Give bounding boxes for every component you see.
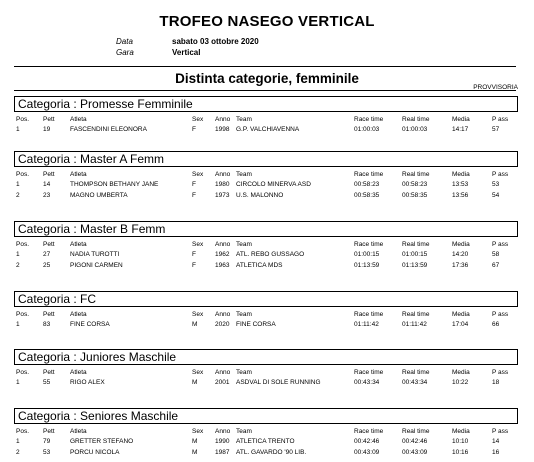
cell-sex: F (192, 126, 196, 133)
column-header-row (14, 169, 518, 180)
column-header-media: Media (452, 428, 470, 435)
cell-team: FINE CORSA (236, 321, 276, 328)
meta-label: Data (116, 37, 133, 46)
column-header-atleta: Atleta (70, 428, 87, 435)
cell-team: G.P. VALCHIAVENNA (236, 126, 300, 133)
cell-real: 00:42:46 (402, 438, 428, 445)
cell-race: 00:58:35 (354, 192, 380, 199)
table-row (14, 437, 518, 448)
cell-anno: 1973 (215, 192, 230, 199)
column-header-atleta: Atleta (70, 369, 87, 376)
cell-p: 18 (492, 379, 500, 386)
cell-pos: 1 (16, 251, 20, 258)
category-section (14, 349, 518, 389)
column-header-media: Media (452, 311, 470, 318)
cell-pett: 83 (43, 321, 51, 328)
table-row (14, 378, 518, 389)
meta-race-row (116, 47, 259, 58)
cell-pos: 2 (16, 449, 20, 456)
column-header-race: Race time (354, 241, 384, 248)
column-header-pos: Pos. (16, 428, 30, 435)
column-header-p: P ass (492, 428, 509, 435)
cell-team: U.S. MALONNO (236, 192, 284, 199)
column-header-team: Team (236, 311, 252, 318)
cell-race: 01:11:42 (354, 321, 379, 328)
cell-media: 17:36 (452, 262, 469, 269)
cell-atleta: RIGO ALEX (70, 379, 105, 386)
category-section (14, 96, 518, 136)
cell-race: 01:00:03 (354, 126, 380, 133)
cell-anno: 1998 (215, 126, 230, 133)
cell-atleta: FASCENDINI ELEONORA (70, 126, 147, 133)
table-row (14, 320, 518, 331)
cell-p: 53 (492, 181, 500, 188)
category-title: Categoria : FC (14, 291, 518, 307)
column-header-pett: Pett (43, 116, 55, 123)
cell-media: 13:53 (452, 181, 469, 188)
column-header-row (14, 114, 518, 125)
cell-pos: 2 (16, 262, 20, 269)
column-header-row (14, 309, 518, 320)
cell-anno: 2020 (215, 321, 230, 328)
cell-sex: F (192, 181, 196, 188)
cell-team: ASDVAL DI SOLE RUNNING (236, 379, 321, 386)
cell-anno: 1962 (215, 251, 230, 258)
divider-subtitle (14, 90, 516, 91)
category-title: Categoria : Promesse Femminile (14, 96, 518, 112)
column-header-team: Team (236, 241, 252, 248)
meta-date-row (116, 36, 259, 47)
cell-anno: 2001 (215, 379, 230, 386)
table-row (14, 250, 518, 261)
column-header-anno: Anno (215, 241, 231, 248)
cell-race: 01:00:15 (354, 251, 380, 258)
table-row (14, 261, 518, 272)
cell-p: 66 (492, 321, 500, 328)
column-header-row (14, 367, 518, 378)
cell-anno: 1980 (215, 181, 230, 188)
column-header-pos: Pos. (16, 369, 30, 376)
column-header-p: P ass (492, 171, 509, 178)
column-header-pos: Pos. (16, 171, 30, 178)
cell-atleta: PORCU NICOLA (70, 449, 120, 456)
cell-sex: M (192, 321, 198, 328)
table-row (14, 191, 518, 202)
category-title: Categoria : Seniores Maschile (14, 408, 518, 424)
meta-value: Vertical (172, 48, 201, 57)
column-header-pett: Pett (43, 311, 55, 318)
column-header-team: Team (236, 171, 252, 178)
column-header-p: P ass (492, 311, 509, 318)
cell-atleta: THOMPSON BETHANY JANE (70, 181, 159, 188)
table-row (14, 448, 518, 459)
cell-pos: 1 (16, 379, 20, 386)
cell-sex: F (192, 192, 196, 199)
cell-pett: 55 (43, 379, 51, 386)
category-title: Categoria : Juniores Maschile (14, 349, 518, 365)
column-header-p: P ass (492, 369, 509, 376)
cell-p: 67 (492, 262, 500, 269)
cell-atleta: PIGONI CARMEN (70, 262, 123, 269)
status-label: PROVVISORIA (473, 84, 518, 91)
cell-race: 01:13:59 (354, 262, 380, 269)
category-title: Categoria : Master A Femm (14, 151, 518, 167)
cell-atleta: MAGNO UMBERTA (70, 192, 128, 199)
cell-p: 57 (492, 126, 500, 133)
column-header-media: Media (452, 171, 470, 178)
cell-team: ATL. REBO GUSSAGO (236, 251, 305, 258)
cell-race: 00:58:23 (354, 181, 380, 188)
column-header-sex: Sex (192, 116, 204, 123)
column-header-row (14, 426, 518, 437)
column-header-anno: Anno (215, 428, 231, 435)
column-header-race: Race time (354, 171, 384, 178)
meta-value: sabato 03 ottobre 2020 (172, 37, 259, 46)
column-header-pett: Pett (43, 369, 55, 376)
column-header-team: Team (236, 116, 252, 123)
divider-top (14, 66, 516, 67)
cell-race: 00:43:34 (354, 379, 380, 386)
cell-media: 10:16 (452, 449, 469, 456)
column-header-row (14, 239, 518, 250)
column-header-sex: Sex (192, 311, 204, 318)
cell-anno: 1963 (215, 262, 230, 269)
table-row (14, 180, 518, 191)
column-header-pett: Pett (43, 428, 55, 435)
cell-media: 10:10 (452, 438, 469, 445)
cell-anno: 1990 (215, 438, 230, 445)
report-subtitle: Distinta categorie, femminile (175, 71, 359, 86)
cell-race: 00:43:09 (354, 449, 380, 456)
cell-real: 01:13:59 (402, 262, 428, 269)
cell-atleta: GRETTER STEFANO (70, 438, 134, 445)
cell-pos: 1 (16, 438, 20, 445)
column-header-pos: Pos. (16, 311, 30, 318)
cell-pos: 2 (16, 192, 20, 199)
column-header-anno: Anno (215, 171, 231, 178)
column-header-media: Media (452, 369, 470, 376)
cell-team: ATL. GAVARDO '90 LIB. (236, 449, 307, 456)
category-section (14, 221, 518, 272)
cell-real: 00:43:34 (402, 379, 428, 386)
cell-real: 00:43:09 (402, 449, 428, 456)
column-header-atleta: Atleta (70, 116, 87, 123)
cell-team: ATLETICA TRENTO (236, 438, 295, 445)
cell-real: 00:58:23 (402, 181, 428, 188)
cell-team: ATLETICA MDS (236, 262, 283, 269)
meta-label: Gara (116, 48, 134, 57)
column-header-sex: Sex (192, 428, 204, 435)
cell-pett: 23 (43, 192, 51, 199)
column-header-p: P ass (492, 241, 509, 248)
column-header-race: Race time (354, 311, 384, 318)
cell-pett: 27 (43, 251, 51, 258)
column-header-atleta: Atleta (70, 241, 87, 248)
column-header-pos: Pos. (16, 116, 30, 123)
cell-real: 01:00:03 (402, 126, 428, 133)
column-header-race: Race time (354, 116, 384, 123)
column-header-team: Team (236, 428, 252, 435)
column-header-pett: Pett (43, 241, 55, 248)
page-title: TROFEO NASEGO VERTICAL (159, 13, 375, 30)
column-header-sex: Sex (192, 369, 204, 376)
cell-real: 01:11:42 (402, 321, 427, 328)
cell-media: 17:04 (452, 321, 469, 328)
cell-sex: M (192, 379, 198, 386)
column-header-race: Race time (354, 428, 384, 435)
column-header-pett: Pett (43, 171, 55, 178)
cell-pos: 1 (16, 126, 20, 133)
cell-real: 00:58:35 (402, 192, 428, 199)
cell-sex: M (192, 449, 198, 456)
column-header-real: Real time (402, 369, 430, 376)
cell-media: 10:22 (452, 379, 469, 386)
race-meta (116, 36, 259, 58)
cell-media: 14:20 (452, 251, 469, 258)
category-section (14, 151, 518, 202)
cell-media: 13:56 (452, 192, 469, 199)
column-header-media: Media (452, 241, 470, 248)
cell-anno: 1987 (215, 449, 230, 456)
column-header-race: Race time (354, 369, 384, 376)
column-header-anno: Anno (215, 116, 231, 123)
cell-pett: 53 (43, 449, 51, 456)
cell-pett: 79 (43, 438, 51, 445)
column-header-atleta: Atleta (70, 171, 87, 178)
cell-sex: M (192, 438, 198, 445)
column-header-real: Real time (402, 171, 430, 178)
column-header-real: Real time (402, 116, 430, 123)
column-header-anno: Anno (215, 311, 231, 318)
cell-p: 14 (492, 438, 500, 445)
column-header-real: Real time (402, 428, 430, 435)
cell-p: 16 (492, 449, 500, 456)
category-section (14, 291, 518, 331)
column-header-pos: Pos. (16, 241, 30, 248)
cell-pett: 19 (43, 126, 51, 133)
table-row (14, 125, 518, 136)
cell-real: 01:00:15 (402, 251, 428, 258)
cell-p: 58 (492, 251, 500, 258)
cell-pos: 1 (16, 321, 20, 328)
cell-sex: F (192, 251, 196, 258)
cell-team: CIRCOLO MINERVA ASD (236, 181, 311, 188)
cell-pos: 1 (16, 181, 20, 188)
column-header-anno: Anno (215, 369, 231, 376)
cell-sex: F (192, 262, 196, 269)
column-header-real: Real time (402, 311, 430, 318)
column-header-team: Team (236, 369, 252, 376)
cell-pett: 14 (43, 181, 51, 188)
category-section (14, 408, 518, 459)
column-header-media: Media (452, 116, 470, 123)
cell-p: 54 (492, 192, 500, 199)
category-title: Categoria : Master B Femm (14, 221, 518, 237)
column-header-real: Real time (402, 241, 430, 248)
cell-atleta: NADIA TUROTTI (70, 251, 120, 258)
column-header-sex: Sex (192, 171, 204, 178)
cell-race: 00:42:46 (354, 438, 380, 445)
column-header-p: P ass (492, 116, 509, 123)
cell-pett: 25 (43, 262, 51, 269)
cell-media: 14:17 (452, 126, 469, 133)
column-header-atleta: Atleta (70, 311, 87, 318)
cell-atleta: FINE CORSA (70, 321, 110, 328)
column-header-sex: Sex (192, 241, 204, 248)
